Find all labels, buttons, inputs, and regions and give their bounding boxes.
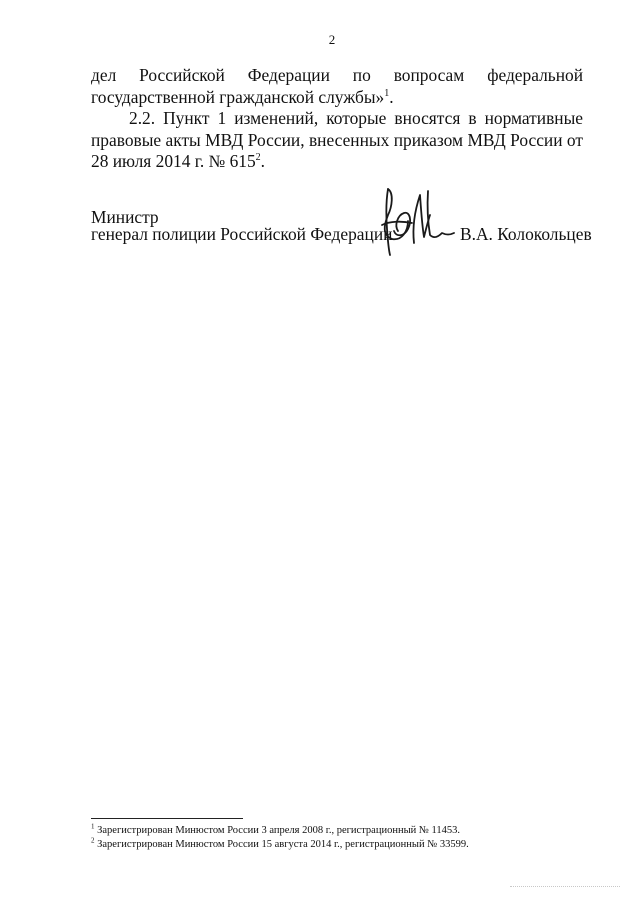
footnote-text: Зарегистрирован Минюстом России 3 апреля 2008 г., регистрационный № 11453.: [97, 825, 460, 836]
handwritten-signature-icon: [378, 185, 458, 257]
signatory-name: В.А. Колокольцев: [460, 224, 592, 244]
footnote-2: [91, 838, 591, 851]
paragraph-text: 2.2. Пункт 1 изменений, которые вносятся в нормативные правовые акты МВД России, внесенных приказом МВД России от 28 июля 2014 г. № 615: [91, 108, 583, 171]
signatory-rank: генерал полиции Российской Федерации: [91, 224, 393, 244]
footnote-mark: 1: [91, 822, 95, 831]
scan-artifact: [510, 886, 620, 887]
footnote-divider: [91, 818, 243, 819]
page-number: 2: [328, 32, 336, 47]
paragraph-end: .: [260, 151, 266, 171]
footnote-ref: 1: [384, 87, 390, 99]
paragraph-text: дел Российской Федерации по вопросам федеральной государственной гражданской службы»: [91, 65, 583, 107]
footnote-ref: 2: [255, 152, 261, 164]
paragraph-2-2: [91, 108, 583, 173]
footnote-text: Зарегистрирован Минюстом России 15 августа 2014 г., регистрационный № 33599.: [97, 839, 469, 850]
footnote-mark: 2: [91, 836, 95, 845]
footnote-1: [91, 824, 591, 837]
signatory-title: Министр: [91, 207, 159, 227]
paragraph-end: .: [389, 86, 394, 107]
paragraph-continuation: [91, 65, 583, 108]
